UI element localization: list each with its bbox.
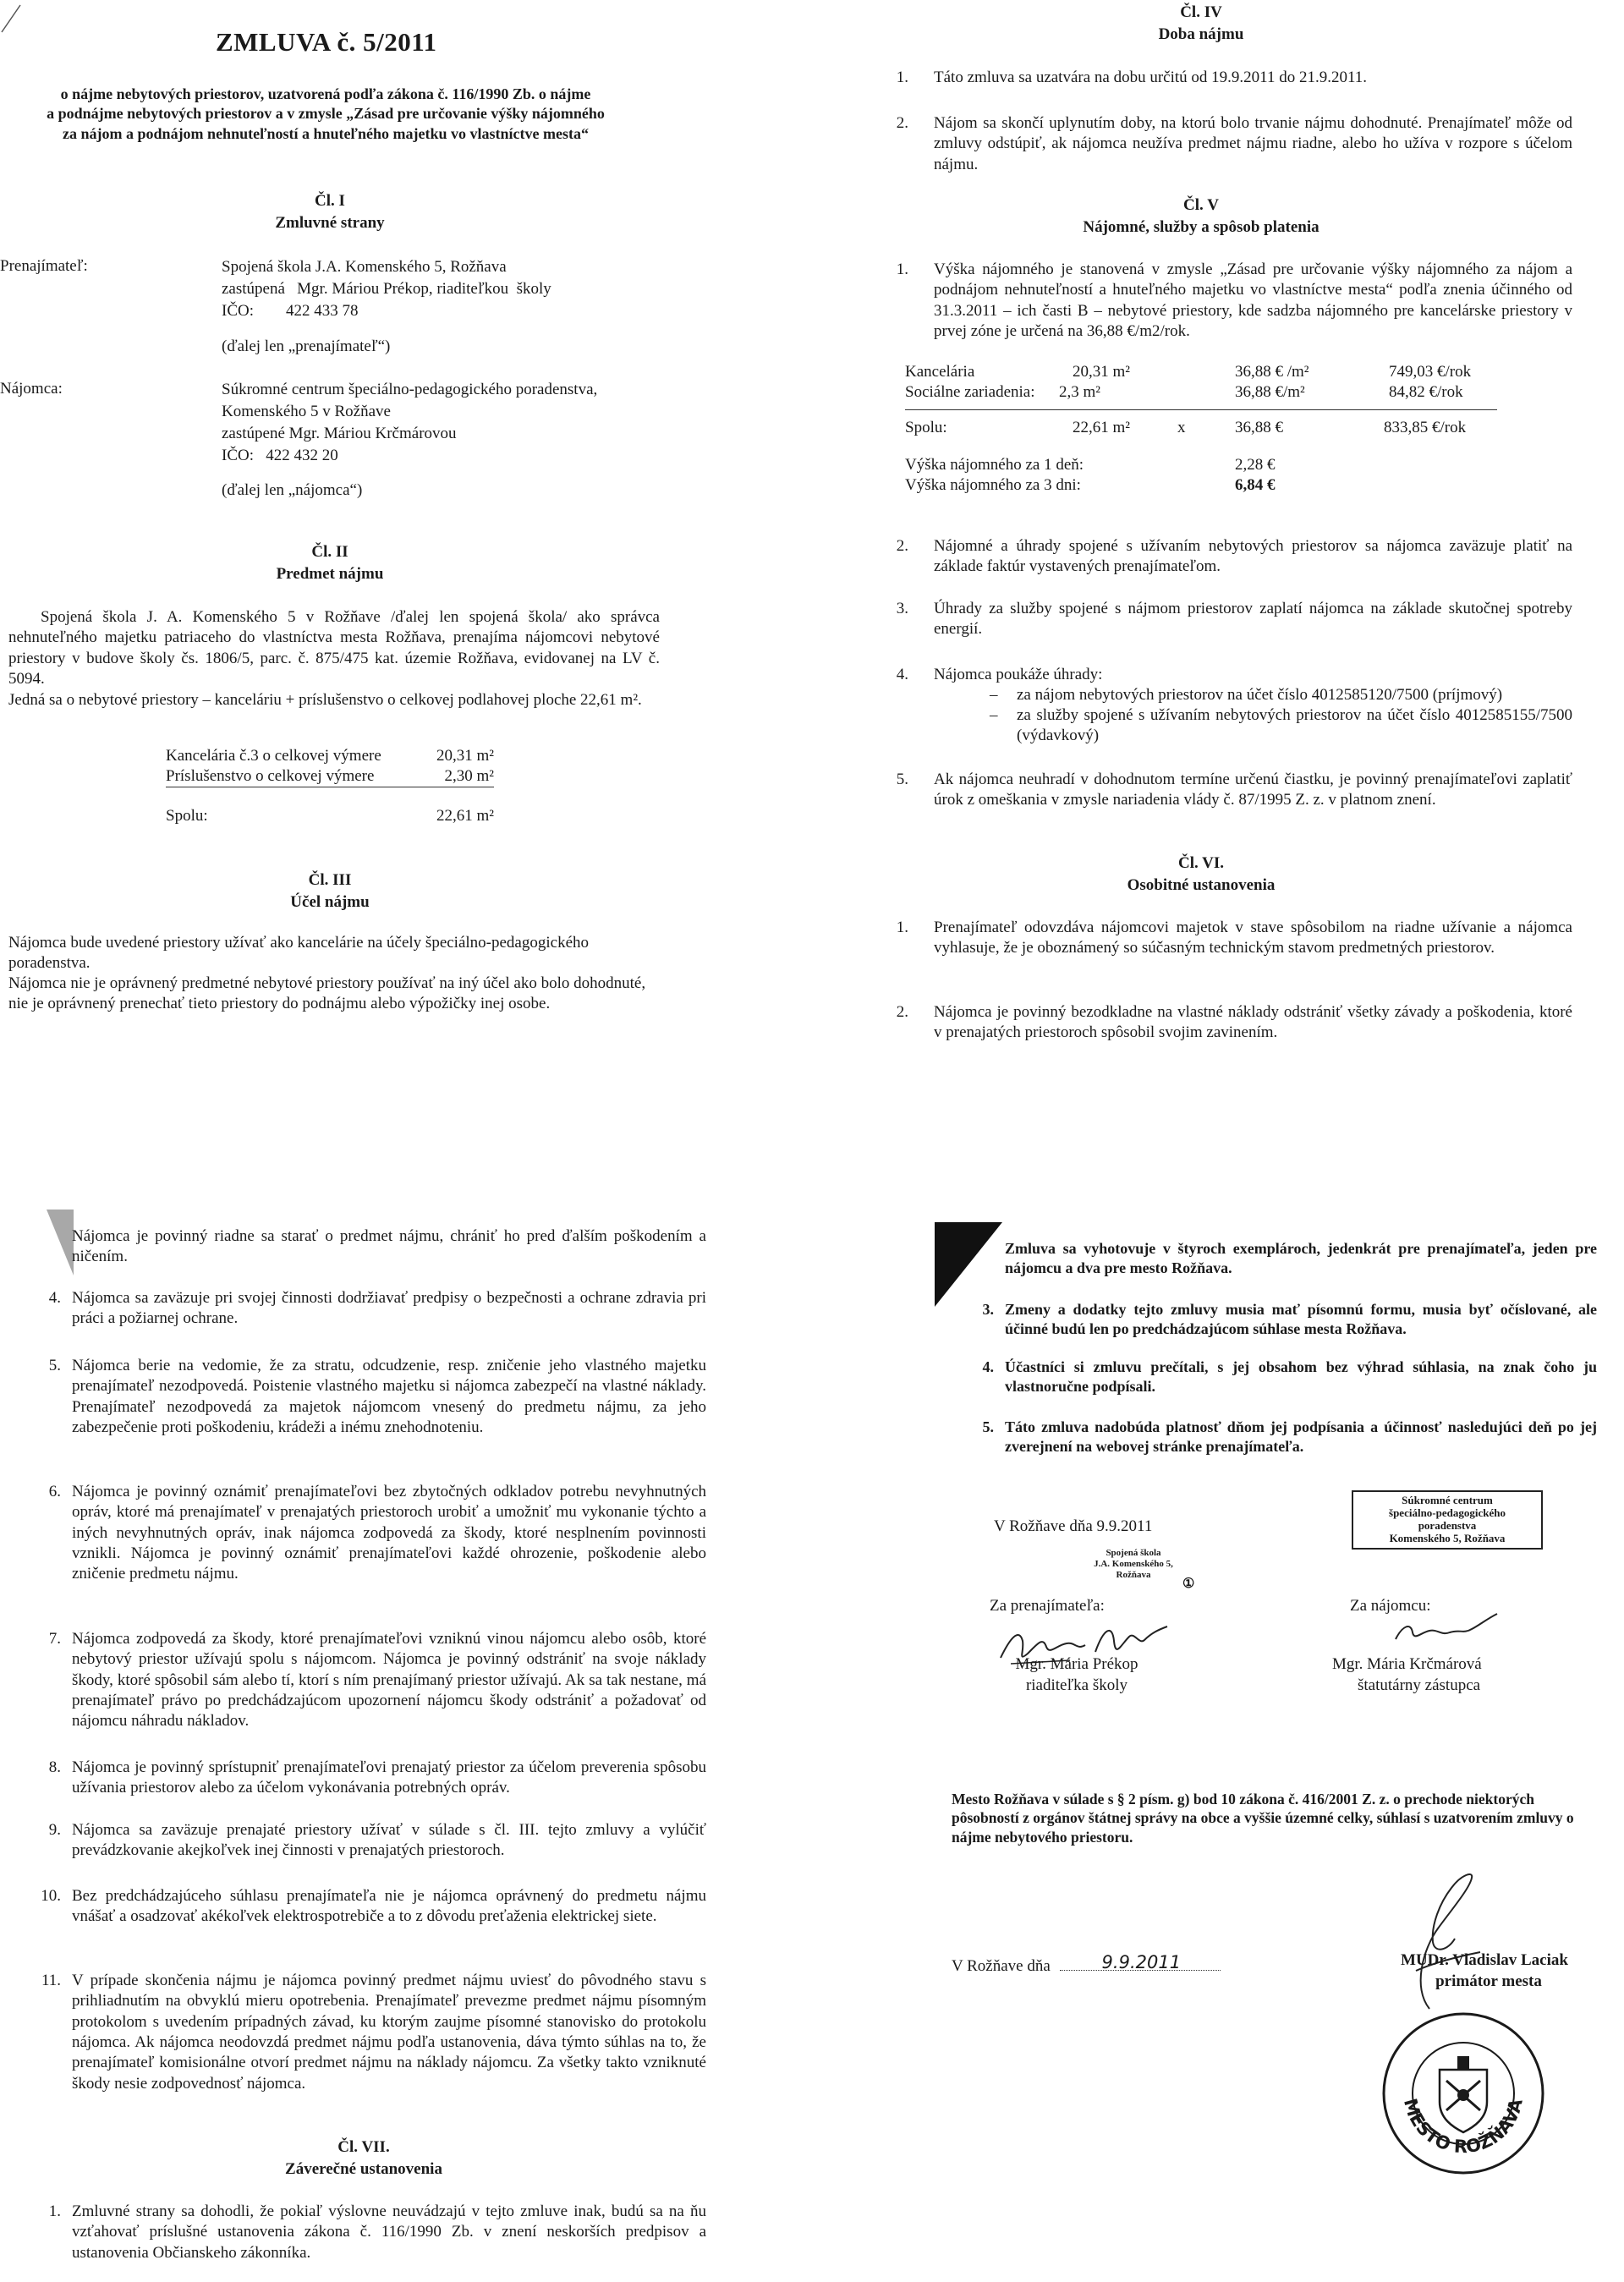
landlord-signatory-role: riaditeľka školy [1025, 1676, 1128, 1694]
tenant-details [222, 379, 597, 467]
subtitle-line: a podnájme nebytových priestorov a v zmysle „Zásad pre určovanie výšky nájomného [47, 105, 605, 123]
city-consent-text: Mesto Rožňava v súlade s § 2 písm. g) bod 10 zákona č. 416/2001 Z. z. o prechode niektorých pôsobností z orgánov štátnej správy na obce a vyššie územné celky, súhlasí s uzatvorením zmluvy o nájme nebytového priestoru. [952, 1791, 1574, 1846]
item-number: 1. [896, 919, 908, 936]
landlord-alias: (ďalej len „prenajímateľ“) [222, 337, 391, 355]
bottom-item: Nájomca berie na vedomie, že za stratu, odcudzenie, resp. zničenie jeho vlastného majetku prenajímateľ nezodpovedá. Poistenie vlastného majetku si nájomca zabezpečí na vlastné náklady. Prenajímateľ nezodpovedá za majetok nájomcom vnesený do predmetu nájmu, za jeho zabezpečenie proti poškodeniu, krádeži a inému znehodnoteniu. [72, 1357, 706, 1436]
subtitle-line: o nájme nebytových priestorov, uzatvorená podľa zákona č. 116/1990 Zb. o nájme [60, 85, 591, 102]
item-number: 2. [896, 1003, 908, 1021]
rent-cell: Spolu: [905, 419, 947, 436]
landlord-label: Prenajímateľ: [0, 257, 88, 275]
bottom-item: Nájomca sa zaväzuje prenajaté priestory užívať v súlade s čl. III. tejto zmluvy a vylúčiť prevádzkovanie akejkoľvek inej činnosti v prenajatých priestoroch. [72, 1821, 706, 1860]
rent-cell: x [1177, 419, 1186, 436]
article-name: Osobitné ustanovenia [1127, 875, 1276, 894]
landlord-line: zastúpená Mgr. Máriou Prékop, riaditeľkou školy [222, 280, 551, 299]
school-stamp-line: J.A. Komenského 5, [1094, 1559, 1173, 1570]
area-row-label: Spolu: [166, 807, 208, 825]
three-day-rent-value: 6,84 € [1235, 476, 1276, 494]
article-5-item-3: Úhrady za služby spojené s nájmom priestorov zaplatí nájomca na základe skutočnej spotreby energií. [934, 600, 1572, 639]
item-number: 4. [982, 1358, 994, 1375]
contract-subtitle [0, 85, 651, 144]
tenant-line: Súkromné centrum špeciálno-pedagogického poradenstva, [222, 381, 598, 398]
area-row-value: 22,61 m² [436, 807, 494, 825]
article-5-item-4: Nájomca poukáže úhrady: [934, 666, 1103, 683]
rent-cell: 36,88 €/m² [1235, 383, 1305, 401]
item-number: 1. [48, 2202, 61, 2220]
article-5-item-5: Ak nájomca neuhradí v dohodnutom termíne určenú čiastku, je povinný prenajímateľovi zaplatiť úrok z omeškania v zmysle nariadenia vlády č. 87/1995 Z. z. v platnom znení. [934, 771, 1572, 809]
article-6-heading [1057, 853, 1345, 896]
article-2-text: Spojená škola J. A. Komenského 5 v Rožňave /ďalej len spojená škola/ ako správca nehnuteľného majetku patriaceho do vlastníctva mesta Rožňava, prenajíma nájomcovi nebytové priestory v budove školy čs. 1806/5, parc. č. 875/475 kat. územie Rožňava, evidovanej na LV č. 5094. [8, 608, 660, 688]
article-2-heading [211, 541, 448, 584]
tenant-alias: (ďalej len „nájomca“) [222, 481, 363, 499]
tenant-sign-label: Za nájomcu: [1350, 1597, 1431, 1615]
bottom-item: V prípade skončenia nájmu je nájomca povinný predmet nájmu uviesť do pôvodného stavu s prihliadnutím na obvyklú mieru opotrebenia. Prenajímateľ prevezme predmet nájmu písomným protokolom s uvedením prípadných závad, ku ktorým zaujme písomné stanovisko do protokolu nájomca. Ak nájomca neodovzdá predmet nájmu podľa ustanovenia, dáva týmto súhlas na to, že prenajímateľ komisionálne otvorí predmet nájmu na náklady nájomcu. Za všetky takto vzniknuté škody nesie zodpovednosť nájomca. [72, 1972, 706, 2093]
tenant-signature [1387, 1607, 1506, 1649]
rent-divider [905, 409, 1497, 411]
article-name: Nájomné, služby a spôsob platenia [1083, 217, 1320, 236]
article-3-heading [211, 869, 448, 913]
rent-cell: 84,82 €/rok [1389, 383, 1463, 401]
rent-cell: 2,3 m² [1059, 383, 1100, 401]
centre-stamp-line: špeciálno-pedagogického [1389, 1506, 1506, 1519]
article-7-heading [220, 2137, 508, 2180]
item-number: 2. [896, 537, 908, 555]
tenant-line: zastúpené Mgr. Máriou Krčmárovou [222, 425, 457, 443]
fold-corner-mark [47, 1210, 74, 1275]
article-number: Čl. III [308, 871, 352, 889]
item-number: 10. [41, 1887, 61, 1905]
daily-rent-value: 2,28 € [1235, 456, 1276, 474]
landlord-details [222, 256, 551, 322]
city-date [952, 1952, 1221, 1977]
rent-cell: 833,85 €/rok [1384, 419, 1467, 436]
bottom-item: Nájomca je povinný oznámiť prenajímateľovi bez zbytočných odkladov potrebu nevyhnutných opráv, ktoré má prenajímateľ v prenajatých priestoroch urobiť a umožniť mu vykonanie týchto a iných nevyhnutných opráv, inak nájomca zodpovedá za škody, ktoré nesplnením povinnosti vznikli. Nájomca je povinný oznámiť prenajímateľovi každé ohrozenie, poškodenie alebo zničenie predmetu nájmu. [72, 1483, 706, 1583]
mayor-signatory [1387, 1950, 1582, 1992]
bottom-item: Bez predchádzajúceho súhlasu prenajímateľa nie je nájomca oprávnený do predmetu nájmu vnášať a osadzovať akékoľvek elektrospotrebiče a to z dôvodu preťaženia elektrickej siete. [72, 1887, 706, 1926]
item-number: 1. [896, 261, 908, 278]
article-1-heading [211, 190, 448, 233]
city-date-value: 9.9.2011 [1101, 1952, 1182, 1972]
article-name: Účel nájmu [290, 892, 370, 911]
school-stamp-line: Spojená škola [1106, 1548, 1161, 1558]
article-2-text2: Jedná sa o nebytové priestory – kanceláriu + príslušenstvo o celkovej podlahovej ploche 22,61 m². [8, 691, 642, 709]
article-name: Zmluvné strany [275, 213, 385, 232]
centre-stamp [1352, 1490, 1543, 1550]
city-date-line [1060, 1952, 1221, 1972]
three-day-rent-row [905, 475, 1497, 496]
landlord-signatory [1005, 1654, 1149, 1696]
article-name: Doba nájmu [1158, 25, 1244, 43]
tenant-signatory-role: štatutárny zástupca [1358, 1676, 1481, 1694]
area-row-label: Príslušenstvo o celkovej výmere [166, 767, 375, 785]
rent-cell: 36,88 € /m² [1235, 363, 1309, 381]
area-row-label: Kancelária č.3 o celkovej výmere [166, 747, 381, 765]
item-number: 4. [48, 1289, 61, 1307]
svg-text:MESTO ROŽŇAVA [1400, 2096, 1527, 2157]
tenant-label: Nájomca: [0, 380, 63, 398]
item-number: 2. [896, 114, 908, 132]
item-number: 7. [48, 1630, 61, 1648]
item-number: 5. [982, 1418, 994, 1435]
bottom-right-item: Zmluva sa vyhotovuje v štyroch exemplároch, jedenkrát pre prenajímateľa, jeden pre nájomcu a dva pre mesto Rožňava. [1005, 1240, 1597, 1277]
school-stamp-line: Rožňava [1116, 1570, 1151, 1581]
rent-cell: 20,31 m² [1073, 363, 1130, 381]
article-4-heading [1057, 2, 1345, 45]
payment-bullet: za služby spojené s užívaním nebytových priestorov na účet číslo 4012585155/7500 (výdavkový) [1017, 706, 1572, 745]
rent-cell: 36,88 € [1235, 419, 1283, 436]
area-row-total [166, 806, 494, 826]
three-day-rent-label: Výška nájomného za 3 dni: [905, 476, 1081, 494]
place-date: V Rožňave dňa 9.9.2011 [994, 1517, 1153, 1535]
landlord-line: Spojená škola J.A. Komenského 5, Rožňava [222, 258, 507, 276]
bottom-right-item: Účastníci si zmluvu prečítali, s jej obsahom bez výhrad súhlasia, na znak čoho ju vlastnoručne podpísali. [1005, 1358, 1597, 1396]
article-5-heading [1057, 195, 1345, 238]
bottom-item: Nájomca je povinný riadne sa starať o predmet nájmu, chrániť ho pred ďalším poškodením a ničením. [72, 1227, 706, 1266]
item-number: 4. [896, 666, 908, 683]
landlord-line: IČO: 422 433 78 [222, 302, 359, 321]
article-3-text2: Nájomca nie je oprávnený predmetné nebytové priestory používať na iný účel ako bolo dohodnuté, nie je oprávnený prenechať tieto priestory do podnájmu alebo výpožičky inej osobe. [8, 974, 646, 1013]
rent-cell: 22,61 m² [1073, 419, 1130, 436]
seal-text: MESTO ROŽŇAVA [1399, 2096, 1527, 2158]
rent-row [905, 362, 1497, 382]
area-row-value: 2,30 m² [444, 767, 494, 785]
article-5-item-1: Výška nájomného je stanovená v zmysle „Zásad pre určovanie výšky nájomného za nájom a podnájom nehnuteľností a hnuteľného majetku vo vlastníctve mesta“ podľa znenia účinného od 31.3.2011 – ich časti B – nebytové priestory, kde sadzba nájomného pre kancelárske priestory v prvej zóne je určená na 36,88 €/m2/rok. [934, 261, 1572, 340]
article-number: Čl. IV [1180, 3, 1222, 21]
contract-title: ZMLUVA č. 5/2011 [216, 27, 437, 57]
bottom-item: Nájomca sa zaväzuje pri svojej činnosti dodržiavať predpisy o bezpečnosti a ochrane zdravia pri práci a požiarnej ochrane. [72, 1289, 706, 1328]
item-number: 5. [48, 1357, 61, 1374]
area-table [166, 746, 494, 826]
fold-corner-mark [935, 1222, 1002, 1307]
centre-stamp-line: Komenského 5, Rožňava [1389, 1531, 1506, 1544]
area-row-value: 20,31 m² [436, 747, 494, 765]
corner-tick [0, 0, 25, 34]
article-name: Predmet nájmu [276, 564, 384, 583]
article-number: Čl. VII. [337, 2138, 390, 2156]
stamp-mark: ① [1182, 1577, 1195, 1591]
rent-row [905, 382, 1497, 403]
landlord-signatory-name: Mgr. Mária Prékop [1015, 1655, 1138, 1673]
payment-bullet: za nájom nebytových priestorov na účet číslo 4012585120/7500 (príjmový) [1017, 686, 1503, 704]
mayor-role: primátor mesta [1435, 1972, 1542, 1990]
city-seal [1379, 2009, 1548, 2178]
item-number: 6. [48, 1483, 61, 1500]
article-7-item-1: Zmluvné strany sa dohodli, že pokiaľ výslovne neuvádzajú v tejto zmluve inak, budú sa na ňu vzťahovať príslušné ustanovenia zákona č. 116/1990 Zb. v znení neskorších predpisov a ustanovenia Občianskeho zákonníka. [72, 2202, 706, 2262]
rent-table [905, 362, 1497, 496]
rent-cell: Kancelária [905, 363, 975, 381]
article-4-item-1: Táto zmluva sa uzatvára na dobu určitú od 19.9.2011 do 21.9.2011. [934, 69, 1367, 86]
area-row [166, 746, 494, 766]
article-number: Čl. VI. [1177, 854, 1225, 872]
rent-row-total [905, 418, 1497, 438]
article-6-item-1: Prenajímateľ odovzdáva nájomcovi majetok v stave spôsobilom na riadne užívanie a nájomca vyhlasuje, že je oboznámený so súčasným technickým stavom predmetných priestorov. [934, 919, 1572, 957]
tenant-signatory-name: Mgr. Mária Krčmárová [1332, 1655, 1482, 1673]
item-number: 11. [41, 1972, 61, 1989]
article-name: Záverečné ustanovenia [285, 2159, 442, 2178]
article-3-text: Nájomca bude uvedené priestory užívať ako kancelárie na účely špeciálno-pedagogického poradenstva. [8, 934, 590, 973]
area-row [166, 766, 494, 787]
article-6-item-2: Nájomca je povinný bezodkladne na vlastné náklady odstrániť všetky závady a poškodenia, ktoré v prenajatých priestoroch spôsobil svojim zavinením. [934, 1003, 1572, 1042]
daily-rent-row [905, 455, 1497, 475]
landlord-sign-label: Za prenajímateľa: [990, 1597, 1105, 1615]
city-date-label: V Rožňave dňa [952, 1957, 1051, 1975]
mayor-name: MUDr. Vladislav Laciak [1401, 1951, 1568, 1969]
tenant-signatory [1332, 1654, 1482, 1696]
bottom-right-item: Zmeny a dodatky tejto zmluvy musia mať písomnú formu, musia byť očíslované, ale účinné budú len po predchádzajúcom súhlase mesta Rožňava. [1005, 1301, 1597, 1338]
article-5-item-2: Nájomné a úhrady spojené s užívaním nebytových priestorov sa nájomca zaväzuje platiť na základe faktúr vystavených prenajímateľom. [934, 537, 1572, 576]
bottom-item: Nájomca zodpovedá za škody, ktoré prenajímateľovi vzniknú vinou nájomcu alebo osôb, ktoré nebytový priestor užívajú spolu s nájomcom. Nájomca je povinný odstrániť na svoje náklady škody, ktoré spôsobil sám alebo tí, ktorí s ním prenajímaný priestor užívajú. Ak sa tak nestane, má prenajímateľ právo po predchádzajúcom upozornení nájomcu škody odstrániť a požadovať od nájomcu náhradu nákladov. [72, 1630, 706, 1731]
item-number: 3. [982, 1301, 994, 1318]
article-number: Čl. II [311, 543, 348, 561]
article-number: Čl. V [1183, 196, 1219, 214]
tenant-line: Komenského 5 v Rožňave [222, 403, 391, 421]
centre-stamp-line: poradenstva [1418, 1518, 1477, 1532]
item-number: 1. [896, 69, 908, 86]
daily-rent-label: Výška nájomného za 1 deň: [905, 456, 1084, 474]
article-number: Čl. I [315, 192, 345, 210]
bottom-item: Nájomca je povinný sprístupniť prenajímateľovi prenajatý priestor za účelom preverenia spôsobu užívania priestorov alebo za účelom vykonávania potrebných opráv. [72, 1758, 706, 1797]
item-number: 8. [48, 1758, 61, 1776]
rent-cell: Sociálne zariadenia: [905, 383, 1035, 401]
item-number: 3. [896, 600, 908, 617]
dash: – [990, 706, 998, 724]
rent-cell: 749,03 €/rok [1389, 363, 1472, 381]
bottom-right-item: Táto zmluva nadobúda platnosť dňom jej podpísania a účinnosť nasledujúci deň po jej zverejnení na webovej stránke prenajímateľa. [1005, 1418, 1597, 1456]
dash: – [990, 686, 998, 704]
item-number: 5. [896, 771, 908, 788]
item-number: 9. [48, 1821, 61, 1839]
subtitle-line: za nájom a podnájom nehnuteľností a hnuteľného majetku vo vlastníctve mesta“ [63, 124, 589, 142]
centre-stamp-line: Súkromné centrum [1402, 1494, 1493, 1506]
tenant-line: IČO: 422 432 20 [222, 447, 338, 465]
article-4-item-2: Nájom sa skončí uplynutím doby, na ktorú bolo trvanie nájmu dohodnuté. Prenajímateľ môže od zmluvy odstúpiť, ak nájomca neužíva predmet nájmu riadne, alebo ho užíva v rozpore s účelom nájmu. [934, 114, 1572, 173]
